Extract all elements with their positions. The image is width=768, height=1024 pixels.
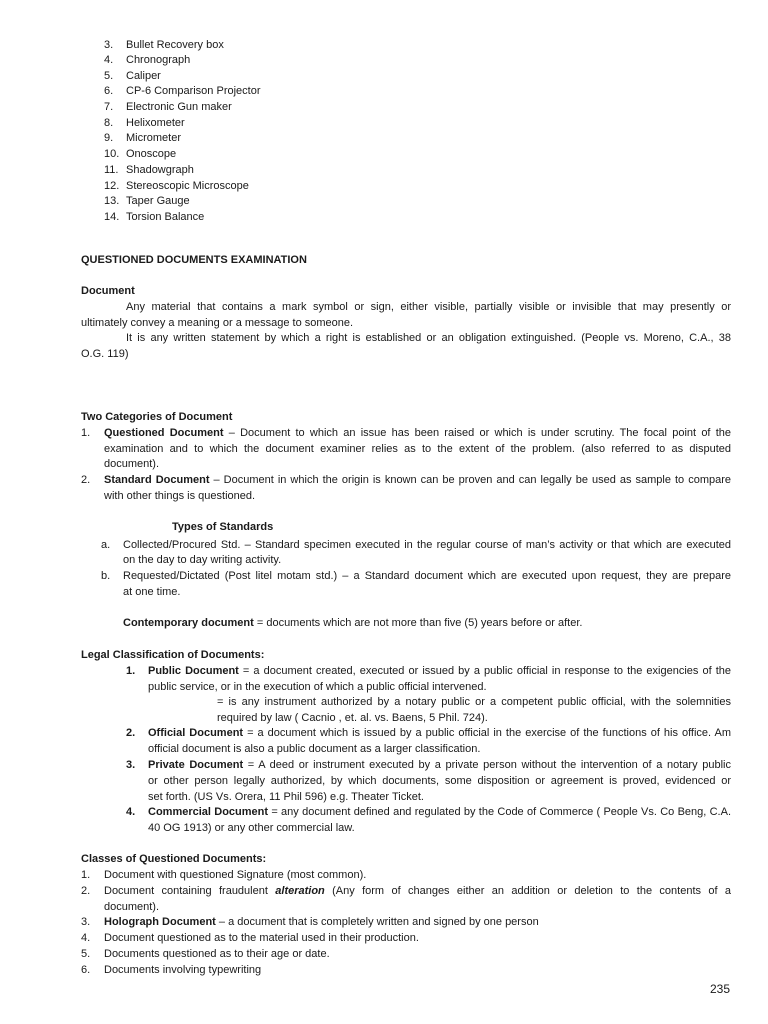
official-document-definition: = a document which is issued by a public official in the exercise of the functions of his office. Am (243, 727, 732, 739)
public-document-line-1 (148, 664, 731, 679)
questioned-document-line-2: examination and to which the document examiner relies as to the extent of the problem. (also referred to as disputed (104, 443, 731, 455)
list-number: 2. (126, 727, 136, 739)
class-item-2-post: (Any form of changes either an addition or deletion to the contents of a (324, 885, 731, 897)
private-document-line-3: set forth. (US Vs. Orera, 11 Phil 596) e.g. Theater Ticket. (148, 791, 424, 803)
list-item-text: Chronograph (126, 54, 191, 66)
official-document-term: Official Document (148, 727, 244, 739)
commercial-document-line-1 (148, 805, 731, 820)
list-number: 3. (104, 39, 114, 51)
holograph-definition: – a document that is completely written and signed by one person (215, 916, 539, 928)
standard-b-line-1: Requested/Dictated (Post litel motam std.) – a Standard document which are executed upon request, they are prepare (123, 570, 731, 582)
standard-document-line-2: with other things is questioned. (104, 490, 256, 502)
standard-a-line-2: on the day to day writing activity. (123, 554, 282, 566)
commercial-document-term: Commercial Document (148, 806, 269, 818)
public-document-line-3: = is any instrument authorized by a notary public or a competent public official, with the solemnities (217, 696, 731, 708)
private-document-term: Private Document (148, 759, 244, 771)
list-number: 6. (81, 964, 91, 976)
document-heading: Document (81, 285, 135, 297)
standard-b-line-2: at one time. (123, 586, 181, 598)
alteration-term: alteration (275, 885, 325, 897)
list-number: 1. (126, 665, 136, 677)
list-number: 2. (81, 474, 91, 486)
list-number: 13. (104, 195, 120, 207)
class-item-4: Document questioned as to the material used in their production. (104, 932, 419, 944)
class-item-2-line-2: document). (104, 901, 160, 913)
contemporary-definition: = documents which are not more than five (5) years before or after. (253, 617, 583, 629)
list-item-text: Helixometer (126, 117, 185, 129)
holograph-term: Holograph Document (104, 916, 216, 928)
document-paragraph-1-line-2: ultimately convey a meaning or a message to someone. (81, 317, 354, 329)
list-number: 4. (81, 932, 91, 944)
list-number: 5. (104, 70, 114, 82)
list-number: 11. (104, 164, 119, 176)
list-number: 7. (104, 101, 114, 113)
standard-document-term: Standard Document (104, 474, 210, 486)
categories-heading: Two Categories of Document (81, 411, 233, 423)
list-item-text: Caliper (126, 70, 161, 82)
standards-heading: Types of Standards (172, 521, 274, 533)
page-number: 235 (710, 982, 731, 996)
official-document-line-1 (148, 726, 731, 741)
list-number: 12. (104, 180, 120, 192)
class-item-6: Documents involving typewriting (104, 964, 262, 976)
list-number: 5. (81, 948, 91, 960)
list-item-text: Electronic Gun maker (126, 101, 232, 113)
list-item-text: Shadowgraph (126, 164, 194, 176)
list-number: 4. (104, 54, 114, 66)
private-document-line-2: or other person legally authorized, by which documents, some disposition or agreement is proved, evidenced or (148, 775, 731, 787)
class-item-5: Documents questioned as to their age or date. (104, 948, 330, 960)
private-document-definition: = A deed or instrument executed by a private person without the intervention of a notary public (243, 759, 731, 771)
public-document-term: Public Document (148, 665, 239, 677)
list-number: 2. (81, 885, 91, 897)
legal-heading: Legal Classification of Documents: (81, 649, 265, 661)
list-item-text: Bullet Recovery box (126, 39, 224, 51)
standard-document-line-1 (104, 473, 731, 488)
section-heading: QUESTIONED DOCUMENTS EXAMINATION (81, 254, 307, 266)
class-item-2-line-1 (104, 884, 731, 899)
questioned-document-definition: – Document to which an issue has been raised or which is under scrutiny. The focal point of the (223, 427, 732, 439)
list-number: 1. (81, 869, 91, 881)
list-number: 6. (104, 85, 114, 97)
document-paragraph-1-line-1: Any material that contains a mark symbol or sign, either visible, partially visible or invisible that may presently or (126, 301, 731, 313)
official-document-line-2: official document is also a public document as a larger classification. (148, 743, 481, 755)
document-paragraph-2-line-1: It is any written statement by which a right is established or an obligation extinguished. (People vs. Moreno, C.A., 38 (126, 332, 731, 344)
list-number: 9. (104, 132, 114, 144)
contemporary-document (123, 616, 582, 631)
list-letter: a. (101, 539, 111, 551)
list-number: 4. (126, 806, 136, 818)
list-number: 3. (81, 916, 91, 928)
document-paragraph-2-line-2: O.G. 119) (81, 348, 129, 360)
list-item-text: Taper Gauge (126, 195, 190, 207)
list-letter: b. (101, 570, 111, 582)
list-number: 8. (104, 117, 114, 129)
questioned-document-line-3: document). (104, 458, 160, 470)
list-number: 10. (104, 148, 120, 160)
list-item-text: Micrometer (126, 132, 182, 144)
commercial-document-line-2: 40 OG 1913) or any other commercial law. (148, 822, 355, 834)
public-document-definition: = a document created, executed or issued by a public official in response to the exigencies of the (238, 665, 731, 677)
private-document-line-1 (148, 758, 731, 773)
questioned-document-line-1 (104, 426, 731, 441)
classes-heading: Classes of Questioned Documents: (81, 853, 267, 865)
list-item (104, 38, 113, 53)
list-number: 3. (126, 759, 136, 771)
public-document-line-2: public service, or in the execution of which a public official intervened. (148, 681, 487, 693)
list-item-text: Torsion Balance (126, 211, 205, 223)
class-item-3 (104, 915, 539, 930)
list-item-text: Onoscope (126, 148, 177, 160)
list-item-text: Stereoscopic Microscope (126, 180, 249, 192)
list-number: 14. (104, 211, 120, 223)
public-document-line-4: required by law ( Cacnio , et. al. vs. Baens, 5 Phil. 724). (217, 712, 488, 724)
standard-a-line-1: Collected/Procured Std. – Standard specimen executed in the regular course of man’s activity or that which are executed (123, 539, 731, 551)
list-item-text: CP-6 Comparison Projector (126, 85, 261, 97)
contemporary-term: Contemporary document (123, 617, 254, 629)
commercial-document-definition: = any document defined and regulated by the Code of Commerce ( People Vs. Co Beng, C.A. (268, 806, 731, 818)
questioned-document-term: Questioned Document (104, 427, 224, 439)
class-item-1: Document with questioned Signature (most common). (104, 869, 367, 881)
standard-document-definition: – Document in which the origin is known can be proven and can legally be used as sample to compare (209, 474, 732, 486)
class-item-2-pre: Document containing fraudulent (104, 885, 276, 897)
list-number: 1. (81, 427, 91, 439)
